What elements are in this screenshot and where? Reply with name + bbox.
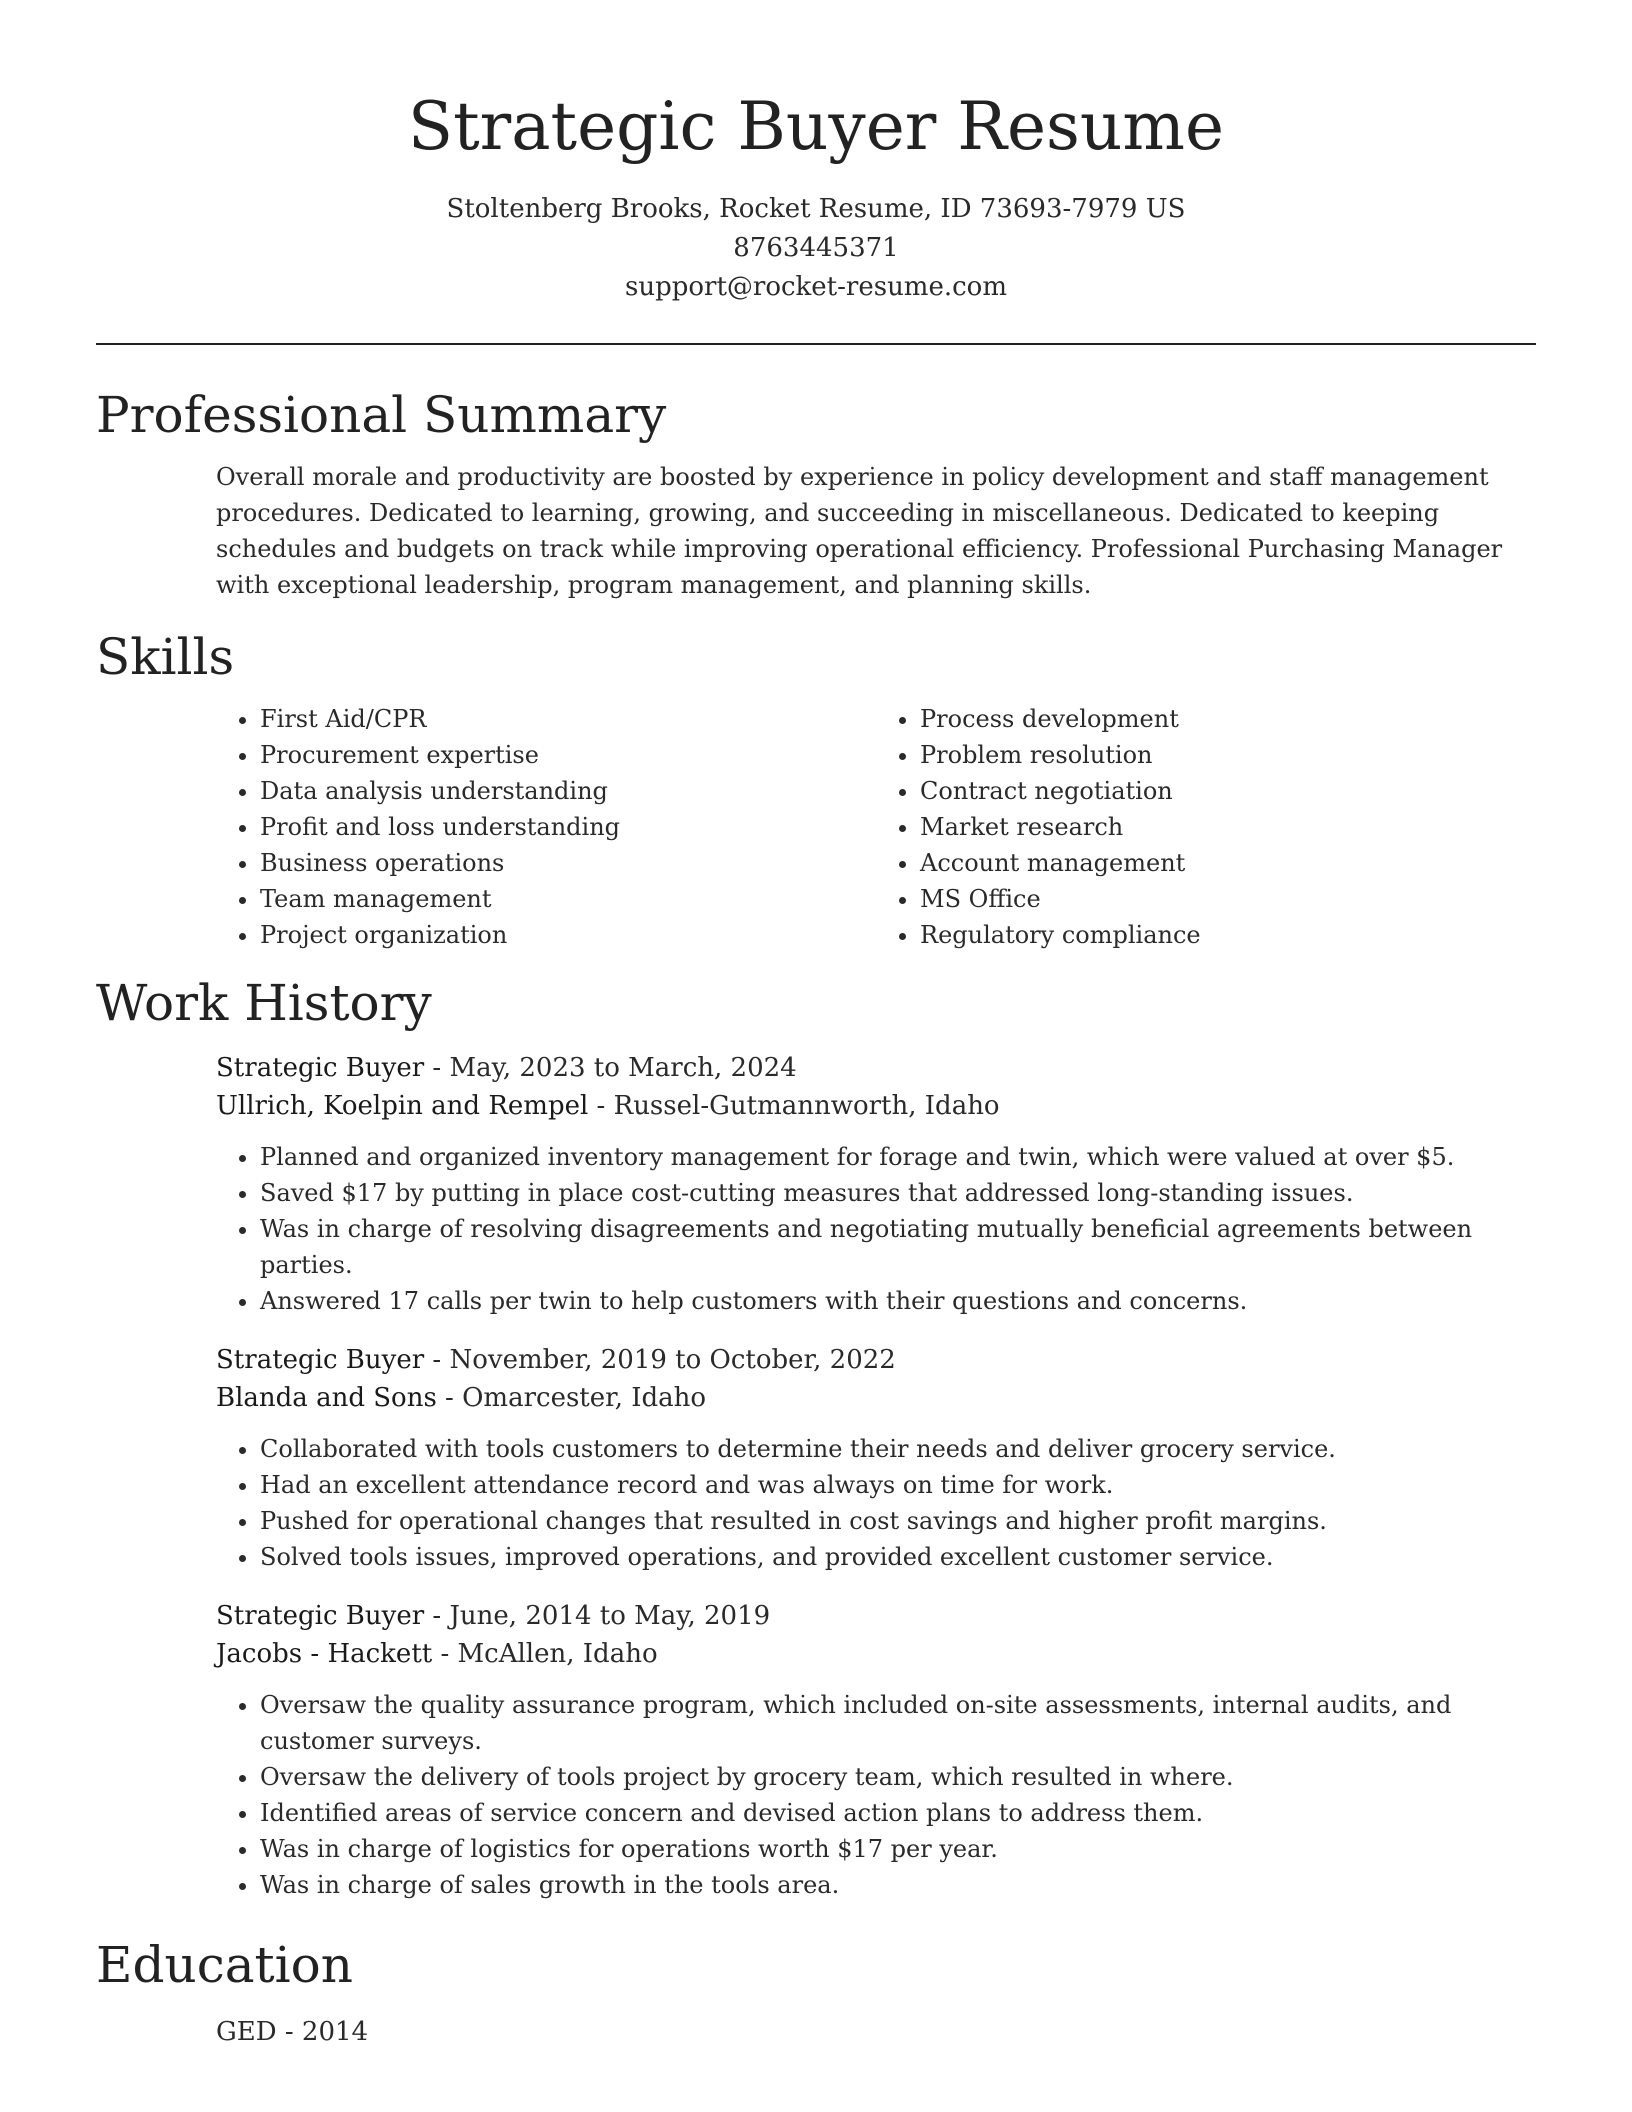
skills-list-right [876, 701, 1536, 953]
education-entry [216, 2013, 1536, 2051]
summary-text: Overall morale and productivity are boosted by experience in policy development and staff management procedures. Dedicated to learning, growing, and succeeding in miscellaneous. Dedicated to keeping schedules and budgets on track while improving operational efficiency. Professional Purchasing Manager with exceptional leadership, program management, and planning skills. [216, 463, 1503, 599]
job-bullets [216, 1687, 1536, 1903]
resume-title: Strategic Buyer Resume [407, 88, 1225, 165]
skill-item: • Profit and loss understanding [260, 809, 876, 845]
skill-item: • Project organization [260, 917, 876, 953]
job-bullet: • Collaborated with tools customers to determine their needs and deliver grocery service. [260, 1431, 1536, 1467]
summary-section [216, 459, 1536, 603]
skill-item: • Account management [920, 845, 1536, 881]
resume-page [96, 0, 1536, 2051]
job-company-line [216, 1379, 1536, 1417]
job-company: Ullrich, Koelpin and Rempel [216, 1091, 589, 1121]
job-bullet: • Oversaw the quality assurance program, which included on-site assessments, internal audits, and customer surveys. [260, 1687, 1536, 1759]
contact-email: support@rocket-resume.com [624, 272, 1007, 302]
job-role: Strategic Buyer [216, 1053, 425, 1083]
job-location: - Omarcester, Idaho [436, 1383, 707, 1413]
job-bullet: • Had an excellent attendance record and was always on time for work. [260, 1467, 1536, 1503]
job-company: Blanda and Sons [216, 1383, 437, 1413]
job-bullet: • Identified areas of service concern and devised action plans to address them. [260, 1795, 1536, 1831]
skill-item: • Procurement expertise [260, 737, 876, 773]
job-bullets [216, 1431, 1536, 1575]
skill-item: • First Aid/CPR [260, 701, 876, 737]
contact-phone: 8763445371 [733, 233, 899, 263]
contact-address: Stoltenberg Brooks, Rocket Resume, ID 73693-7979 US [446, 194, 1186, 224]
education-heading: Education [96, 1936, 353, 1994]
job-bullet: • Was in charge of resolving disagreements and negotiating mutually beneficial agreements between parties. [260, 1211, 1536, 1283]
job-title-line [216, 1049, 1536, 1087]
education-degree: GED [216, 2017, 277, 2047]
skills-list-left [216, 701, 876, 953]
skill-item: • Contract negotiation [920, 773, 1536, 809]
job-entry [216, 1341, 1536, 1575]
job-title-line [216, 1341, 1536, 1379]
job-dates: - June, 2014 to May, 2019 [424, 1601, 771, 1631]
skills-section [216, 701, 1536, 953]
resume-header [96, 0, 1536, 307]
education-section [216, 2013, 1536, 2051]
job-bullet: • Answered 17 calls per twin to help customers with their questions and concerns. [260, 1283, 1536, 1319]
job-bullet: • Oversaw the delivery of tools project by grocery team, which resulted in where. [260, 1759, 1536, 1795]
job-entry [216, 1049, 1536, 1319]
job-title-line [216, 1597, 1536, 1635]
job-bullet: • Was in charge of sales growth in the tools area. [260, 1867, 1536, 1903]
job-role: Strategic Buyer [216, 1601, 425, 1631]
job-bullet: • Saved $17 by putting in place cost-cutting measures that addressed long-standing issues. [260, 1175, 1536, 1211]
skill-item: • Regulatory compliance [920, 917, 1536, 953]
skills-heading: Skills [96, 628, 235, 686]
header-divider [96, 343, 1536, 345]
work-history-section [216, 1049, 1536, 1903]
job-company: Jacobs - Hackett [216, 1639, 433, 1669]
skill-item: • Data analysis understanding [260, 773, 876, 809]
job-dates: - November, 2019 to October, 2022 [424, 1345, 896, 1375]
summary-heading: Professional Summary [96, 386, 667, 444]
contact-block [96, 190, 1536, 307]
skill-item: • Problem resolution [920, 737, 1536, 773]
skill-item: • MS Office [920, 881, 1536, 917]
job-company-line [216, 1087, 1536, 1125]
job-location: - McAllen, Idaho [432, 1639, 658, 1669]
job-bullet: • Planned and organized inventory management for forage and twin, which were valued at over $5. [260, 1139, 1536, 1175]
skill-item: • Business operations [260, 845, 876, 881]
job-role: Strategic Buyer [216, 1345, 425, 1375]
job-bullet: • Pushed for operational changes that resulted in cost savings and higher profit margins. [260, 1503, 1536, 1539]
skill-item: • Market research [920, 809, 1536, 845]
job-entry [216, 1597, 1536, 1903]
job-company-line [216, 1635, 1536, 1673]
job-location: - Russel-Gutmannworth, Idaho [588, 1091, 1000, 1121]
skill-item: • Process development [920, 701, 1536, 737]
job-bullet: • Was in charge of logistics for operations worth $17 per year. [260, 1831, 1536, 1867]
job-bullets [216, 1139, 1536, 1319]
job-dates: - May, 2023 to March, 2024 [424, 1053, 797, 1083]
skill-item: • Team management [260, 881, 876, 917]
work-history-heading: Work History [96, 974, 432, 1032]
job-bullet: • Solved tools issues, improved operations, and provided excellent customer service. [260, 1539, 1536, 1575]
education-year: - 2014 [276, 2017, 369, 2047]
